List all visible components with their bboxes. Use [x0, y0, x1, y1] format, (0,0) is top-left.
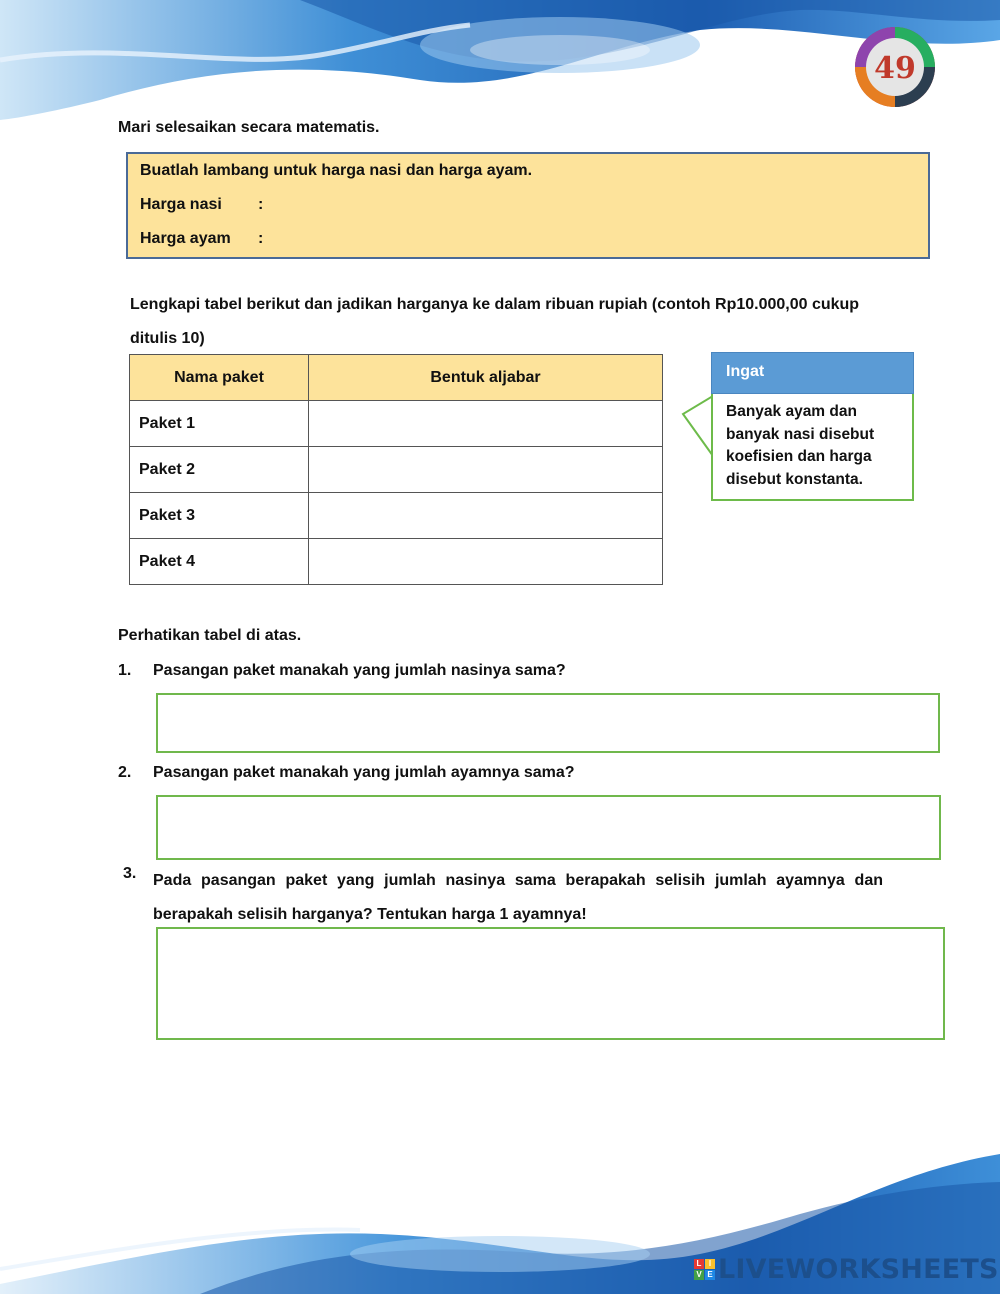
brand-letter: I — [705, 1259, 715, 1269]
brand-letter: L — [694, 1259, 704, 1269]
question-3-text: Pada pasangan paket yang jumlah nasinya sama berapakah selisih jumlah ayamnya dan berapakah selisih harganya? Tentukan harga 1 ayamnya! — [153, 872, 883, 923]
package-name-cell: Paket 2 — [130, 447, 309, 493]
question-3-number: 3. — [123, 865, 137, 882]
answer-box-2[interactable] — [156, 795, 941, 860]
rice-price-colon: : — [258, 196, 264, 213]
brand-letter: V — [694, 1270, 704, 1280]
header-algebra-form: Bentuk aljabar — [309, 355, 663, 401]
question-1-text: Pasangan paket manakah yang jumlah nasinya sama? — [153, 662, 566, 679]
callout-title: Ingat — [711, 352, 914, 394]
table-row — [130, 401, 663, 447]
table-row — [130, 447, 663, 493]
algebra-input-cell[interactable] — [309, 447, 663, 493]
package-name-cell: Paket 3 — [130, 493, 309, 539]
chicken-price-colon: : — [258, 230, 264, 247]
header-package-name: Nama paket — [130, 355, 309, 401]
brand-letter: E — [705, 1270, 715, 1280]
question-2-text: Pasangan paket manakah yang jumlah ayamnya sama? — [153, 764, 575, 781]
algebra-input-cell[interactable] — [309, 493, 663, 539]
algebra-input-cell[interactable] — [309, 539, 663, 585]
table-row — [130, 493, 663, 539]
questions-intro: Perhatikan tabel di atas. — [118, 627, 302, 644]
badge-number: 49 — [874, 51, 916, 86]
callout-body: Banyak ayam dan banyak nasi disebut koefisien dan harga disebut konstanta. — [711, 394, 914, 501]
table-header-row — [130, 355, 663, 401]
answer-box-3[interactable] — [156, 927, 945, 1040]
liveworksheets-grid-icon — [694, 1259, 715, 1280]
package-name-cell: Paket 4 — [130, 539, 309, 585]
header-wave-decoration — [0, 0, 1000, 120]
symbol-box-title: Buatlah lambang untuk harga nasi dan harga ayam. — [140, 162, 533, 179]
intro-text: Mari selesaikan secara matematis. — [118, 119, 380, 136]
answer-box-1[interactable] — [156, 693, 940, 753]
table-instruction: Lengkapi tabel berikut dan jadikan harganya ke dalam ribuan rupiah (contoh Rp10.000,00 cukup ditulis 10) — [130, 296, 860, 347]
table-row — [130, 539, 663, 585]
algebra-input-cell[interactable] — [309, 401, 663, 447]
question-2-number: 2. — [118, 764, 132, 781]
chicken-price-label: Harga ayam — [140, 230, 231, 247]
symbol-box — [126, 152, 930, 259]
liveworksheets-logo — [694, 1254, 999, 1284]
school-badge-logo — [854, 26, 936, 108]
question-1-number: 1. — [118, 662, 132, 679]
package-name-cell: Paket 1 — [130, 401, 309, 447]
rice-price-label: Harga nasi — [140, 196, 222, 213]
liveworksheets-brand: LIVEWORKSHEETS — [718, 1253, 999, 1285]
callout-pointer — [681, 394, 713, 460]
package-table — [129, 354, 663, 585]
